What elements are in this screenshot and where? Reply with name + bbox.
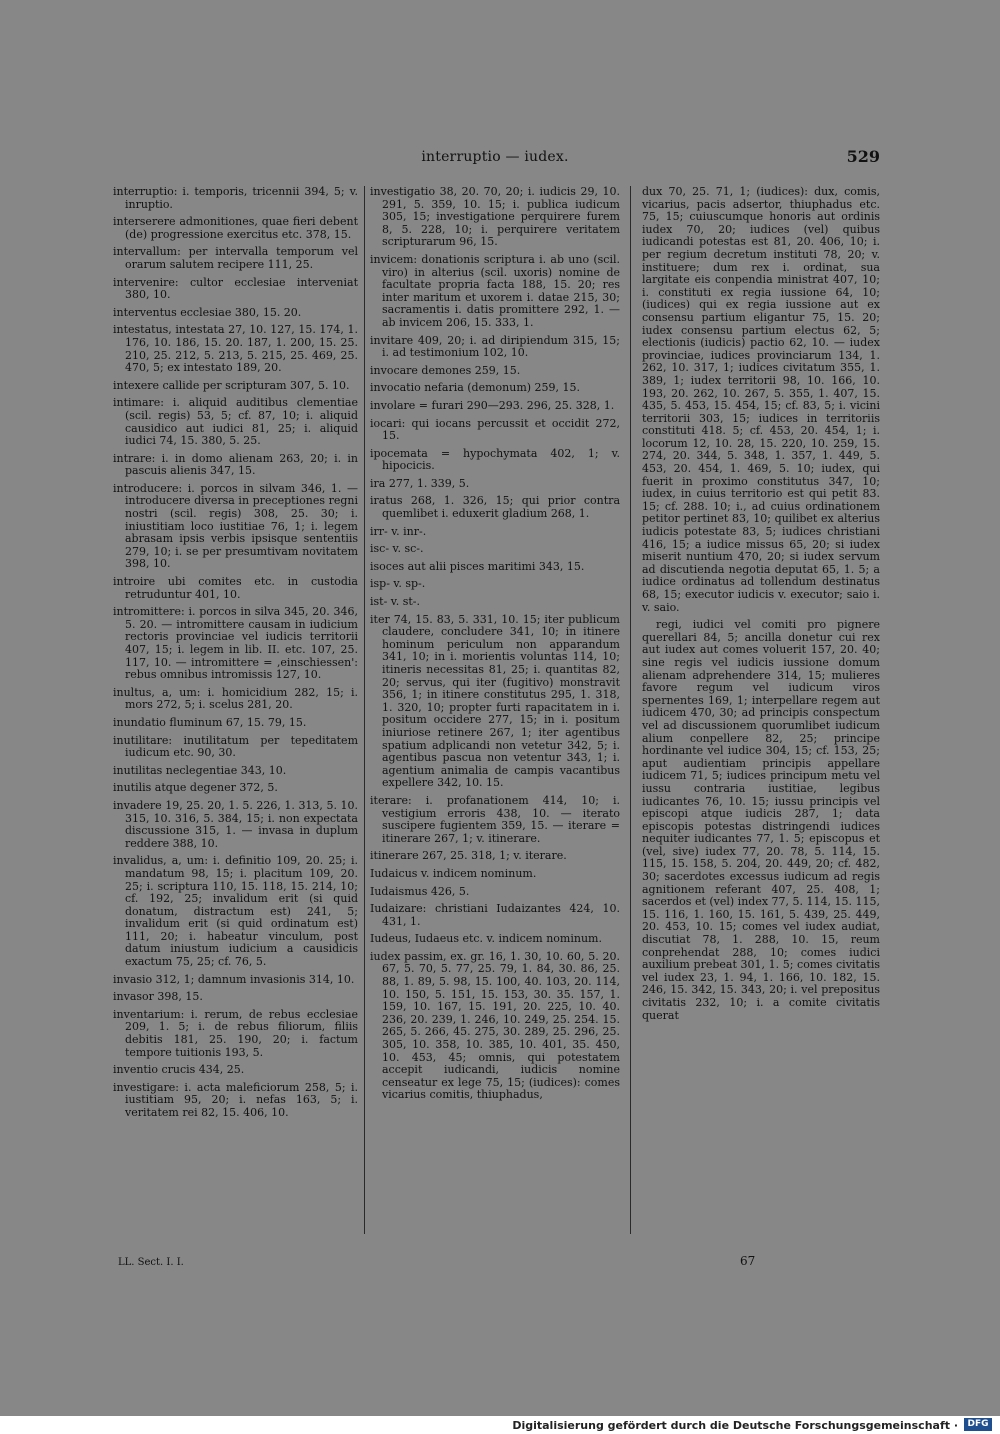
index-entry: invasor 398, 15.	[113, 990, 203, 1004]
index-entry: intromittere: i. porcos in silva 345, 20. 346, 5. 20. — intromittere causam in iudicium rectoris provinciae vel iudicis territorii 407, 15; i. legem in lib. II. etc. 107, 25. 117, 10. — intromittere = ‚einschiessen': rebus omnibus intromissis 127, 10.	[113, 605, 358, 682]
index-entry: intrare: i. in domo alienam 263, 20; i. in pascuis alienis 347, 15.	[113, 451, 358, 478]
index-entry: invocare demones 259, 15.	[370, 363, 521, 377]
index-entry: Iudaizare: christiani Iudaizantes 424, 10. 431, 1.	[370, 902, 620, 928]
index-entry: inutilitas neclegentiae 343, 10.	[113, 763, 287, 777]
index-entry: Iudeus, Iudaeus etc. v. indicem nominum.	[370, 932, 602, 946]
digitization-note: Digitalisierung gefördert durch die Deutsche Forschungsgemeinschaft ·	[512, 1419, 958, 1432]
running-title: interruptio — iudex.	[421, 149, 569, 165]
index-entry: isoces aut alii pisces maritimi 343, 15.	[370, 559, 585, 573]
index-entry: iudex passim, ex. gr. 16, 1. 30, 10. 60, 5. 20. 67, 5. 70, 5. 77, 25. 79, 1. 84, 30. 86, 25. 88, 1. 89, 5. 98, 15. 100, 40. 103, 20. 114, 10. 150, 5. 151, 15. 153, 30. 35. 157, 1. 159, 10. 167, 15. 191, 20. 225, 10. 40. 236, 20. 239, 1. 246, 10. 249, 25. 254. 15. 265, 5. 266, 45. 275, 30. 289, 25. 296, 25. 305, 10. 358, 10. 385, 10. 401, 35. 450, 10. 453, 45; omnis, qui potestatem accepit iudicandi, iudicis nomine censeatur ex lege 75, 15; (iudices): comes vicarius comitis, thiuphadus,	[370, 949, 620, 1102]
index-entry: interserere admonitiones, quae fieri debent (de) progressione exercitus etc. 378, 15.	[113, 215, 358, 241]
index-entry: itinerare 267, 25. 318, 1; v. iterare.	[370, 849, 567, 863]
index-entry: iratus 268, 1. 326, 15; qui prior contra quemlibet i. eduxerit gladium 268, 1.	[370, 494, 620, 521]
index-entry: interventus ecclesiae 380, 15. 20.	[113, 305, 302, 319]
index-entry: invitare 409, 20; i. ad diripiendum 315, 15; i. ad testimonium 102, 10.	[370, 333, 620, 360]
index-entry: ist- v. st-.	[370, 595, 420, 609]
index-column-1	[113, 186, 358, 1125]
sheet-number: 67	[740, 1254, 756, 1268]
index-entry: invocatio nefaria (demonum) 259, 15.	[370, 381, 581, 395]
index-entry: investigatio 38, 20. 70, 20; i. iudicis 29, 10. 291, 5. 359, 10. 15; i. publica iudicum 305, 15; investigatione perquirere furem 8, 5. 228, 10; i. perquirere veritatem scripturarum 96, 15.	[370, 185, 620, 249]
index-column-3	[642, 186, 880, 1027]
index-entry: invicem: donationis scriptura i. ab uno (scil. viro) in alterius (scil. uxoris) nomine de facultate propria facta 188, 15. 20; res inter maritum et uxorem i. datae 215, 30; sacramentis i. datis promittere 292, 1. — ab invicem 206, 15. 333, 1.	[370, 252, 620, 329]
index-entry: invadere 19, 25. 20, 1. 5. 226, 1. 313, 5. 10. 315, 10. 316, 5. 384, 15; i. non expectata discussione 315, 1. — invasa in duplum reddere 388, 10.	[113, 798, 358, 850]
index-entry: invalidus, a, um: i. definitio 109, 20. 25; i. mandatum 98, 15; i. placitum 109, 20. 25; i. scriptura 110, 15. 118, 15. 214, 10; cf. 192, 25; invalidum erit (si quid donatum, distractum est) 241, 5; invalidum erit (si quid ordinatum est) 111, 20; i. habeatur vinculum, post datum iniustum iudicium a causidicis exactum 75, 25; cf. 76, 5.	[113, 854, 358, 969]
index-entry: inundatio fluminum 67, 15. 79, 15.	[113, 715, 307, 729]
index-entry: intimare: i. aliquid auditibus clementiae (scil. regis) 53, 5; cf. 87, 10; i. aliquid causidico aut iudici 81, 25; i. aliquid iudici 74, 15. 380, 5. 25.	[113, 396, 358, 448]
index-entry: Iudaicus v. indicem nominum.	[370, 866, 537, 880]
index-entry: intervenire: cultor ecclesiae interveniat 380, 10.	[113, 275, 358, 302]
index-column-2	[370, 186, 620, 1107]
index-entry: inutilis atque degener 372, 5.	[113, 781, 278, 795]
index-entry: ira 277, 1. 339, 5.	[370, 476, 470, 490]
index-entry: iocari: qui iocans percussit et occidit 272, 15.	[370, 416, 620, 443]
index-entry: ipocemata = hypochymata 402, 1; v. hipocicis.	[370, 446, 620, 473]
index-entry: investigare: i. acta maleficiorum 258, 5; i. iustitiam 95, 20; i. nefas 163, 5; i. veritatem rei 82, 15. 406, 10.	[113, 1080, 358, 1119]
index-entry: isc- v. sc-.	[370, 542, 424, 556]
index-entry: inutilitare: inutilitatum per tepeditatem iudicum etc. 90, 30.	[113, 733, 358, 760]
index-entry-continued: dux 70, 25. 71, 1; (iudices): dux, comis, vicarius, pacis adsertor, thiuphadus etc. 75, 15; cuiuscumque honoris aut ordinis iudex 70, 20; iudices (vel) quibus iudicandi potestas est 81, 20. 406, 10; i. per regium decretum instituti 78, 20; v. instituere; dum rex i. ordinat, sua largitate eis conpendia ministrat 407, 10; i. constituti ex regia iussione 64, 10; (iudices) qui ex regia iussione aut ex consensu partium eligantur 75, 15. 20; iudex consensu partium electus 62, 5; electionis (iudicis) pactio 62, 10. — iudex provinciae, iudices provinciarum 134, 1. 262, 10. 317, 1; iudices civitatum 355, 1. 389, 1; iudex territorii 98, 10. 166, 10. 193, 20. 262, 10. 267, 5. 355, 1. 407, 15. 435, 5. 453, 15. 454, 15; cf. 83, 5; i. vicini territorii 303, 15; iudices in territoriis constituti 418. 5; cf. 453, 20. 454, 1; i. locorum 12, 10. 28, 15. 220, 10. 259, 15. 274, 20. 344, 5. 348, 1. 357, 1. 449, 5. 453, 20. 454, 1. 469, 5. 10; iudex, qui fuerit in proximo constitutus 347, 10; iudex, in cuius territorio est qui petit 83. 15; cf. 288. 10; i., ad cuius ordinationem petitor pertinet 83, 10; quilibet ex alterius iudicis potestate 83, 5; iudices christiani 416, 15; a iudice missus 65, 20; si iudex miserit nuntium 470, 20; si iudex servum ad discutienda negotia deputat 65, 1. 5; a iudice ordinatus ad tollendum destinatus 68, 15; executor iudicis v. executor; saio i. v. saio.	[642, 185, 880, 614]
index-entry: inventarium: i. rerum, de rebus ecclesiae 209, 1. 5; i. de rebus filiorum, filiis debitis 181, 25. 190, 20; i. factum tempore tuitionis 193, 5.	[113, 1007, 358, 1059]
index-entry: introire ubi comites etc. in custodia retruduntur 401, 10.	[113, 575, 358, 601]
index-paragraph: regi, iudici vel comiti pro pignere querellari 84, 5; ancilla donetur cui rex aut iudex aut comes voluerit 157, 20. 40; sine regis vel iudicis iussione domum alienam adprehendere 314, 15; mulieres favore regum vel iudicum viros spernentes 169, 1; interpellare regem aut iudicem 470, 30; ad principis conspectum vel ad discussionem quorumlibet iudicum alium conpellere 82, 25; principe hordinante vel iudice 304, 15; cf. 153, 25; aput audientiam principis appellare iudicem 71, 5; iudices principum metu vel iussu contraria iustitiae, legibus iudicantes 76, 10. 15; iussu principis vel episcopi atque iudicis 287, 1; data episcopis potestas distringendi iudices nequiter iudicantes 77, 1. 5; episcopus et (vel, sive) iudex 77, 20. 78, 5. 114, 15. 115, 15. 158, 5. 204, 20. 449, 20; cf. 482, 30; sacerdotes excessus iudicum ad regis agnitionem referant 407, 25. 408, 1; sacerdos et (vel) index 77, 5. 114, 15. 115, 15. 116, 1. 160, 15. 161, 5. 439, 25. 449, 20. 453, 10. 15; comes vel iudex audiat, discutiat 78, 1. 288, 10. 15, reum conprehendat 288, 10; comes iudici auxilium prebeat 301, 1. 5; comes civitatis vel iudex 23, 1. 94, 1. 166, 10. 182, 15. 246, 15. 342, 15. 343, 20; i. vel prepositus civitatis 232, 10; i. a comite civitatis querat	[642, 618, 880, 1022]
index-entry: invasio 312, 1; damnum invasionis 314, 10.	[113, 972, 355, 986]
column-divider-right	[630, 186, 631, 1234]
index-entry: Iudaismus 426, 5.	[370, 884, 470, 898]
signature-mark: LL. Sect. I. I.	[118, 1257, 184, 1268]
index-entry: intervallum: per intervalla temporum vel orarum salutem recipere 111, 25.	[113, 245, 358, 271]
index-entry: inultus, a, um: i. homicidium 282, 15; i. mors 272, 5; i. scelus 281, 20.	[113, 685, 358, 712]
index-entry: intestatus, intestata 27, 10. 127, 15. 174, 1. 176, 10. 186, 15. 20. 187, 1. 200, 15. 25. 210, 25. 212, 5. 213, 5. 215, 25. 469, 25. 470, 5; ex intestato 189, 20.	[113, 323, 358, 375]
index-entry: irr- v. inr-.	[370, 524, 427, 538]
index-entry: inventio crucis 434, 25.	[113, 1063, 245, 1077]
index-entry: intexere callide per scripturam 307, 5. 10.	[113, 378, 350, 392]
column-divider-left	[364, 186, 365, 1234]
page-number: 529	[846, 147, 880, 166]
index-entry: involare = furari 290—293. 296, 25. 328, 1.	[370, 398, 615, 412]
index-entry: iter 74, 15. 83, 5. 331, 10. 15; iter publicum claudere, concludere 341, 10; in itinere hominum periculum non apparandum 341, 10; in i. morientis voluntas 114, 10; itineris necessitas 81, 25; i. quantitas 82, 20; servus, qui iter (fugitivo) monstravit 356, 1; in itinere constitutus 295, 1. 318, 1. 320, 10; propter furti rapacitatem in i. positum occidere 277, 15; in i. positum iniuriose retinere 267, 1; iter agentibus spatium adplicandi non vetetur 342, 5; i. agentibus pascua non vetentur 343, 1; i. agentium animalia de campis vacantibus expellere 342, 10. 15.	[370, 612, 620, 790]
dfg-logo-icon: DFG	[964, 1418, 992, 1431]
index-entry: iterare: i. profanationem 414, 10; i. vestigium erroris 438, 10. — iterato suscipere fugientem 359, 15. — iterare = itinerare 267, 1; v. itinerare.	[370, 793, 620, 845]
index-entry: isp- v. sp-.	[370, 577, 426, 591]
index-entry: interruptio: i. temporis, tricennii 394, 5; v. inruptio.	[113, 185, 358, 211]
index-entry: introducere: i. porcos in silvam 346, 1. — introducere diversa in preceptiones regni nostri (scil. regis) 308, 25. 30; i. iniustitiam loco iustitiae 76, 1; i. legem abrasam ipsis verbis ipsisque sententiis 279, 10; i. se per presumtivam novitatem 398, 10.	[113, 481, 358, 571]
